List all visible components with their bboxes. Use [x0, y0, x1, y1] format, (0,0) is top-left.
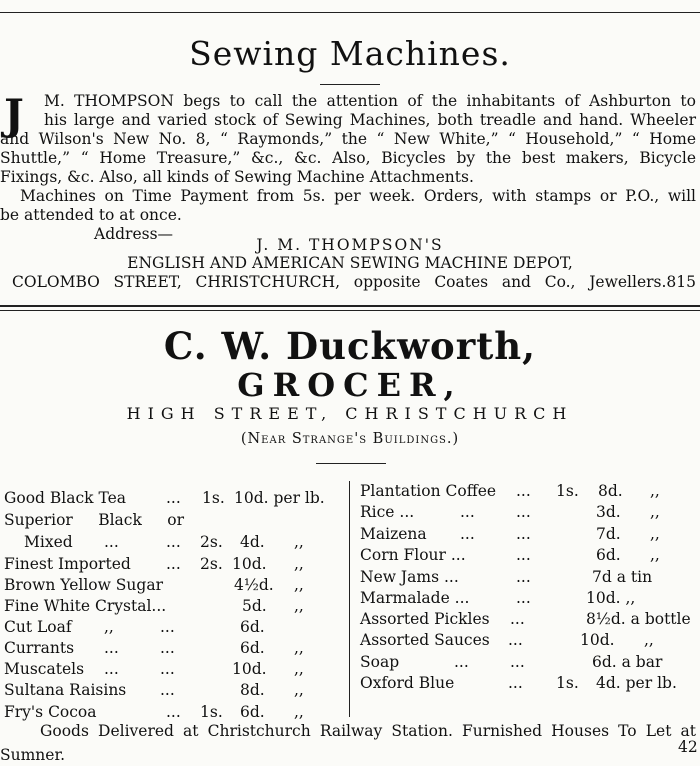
item-dots: ... — [508, 674, 523, 692]
item-dots: ... — [166, 533, 181, 551]
item-dots: ... — [516, 482, 531, 500]
ditto-mark: ,, — [650, 546, 660, 564]
item-dots: ... — [454, 653, 469, 671]
grocer-address: HIGH STREET, CHRISTCHURCH — [126, 404, 574, 423]
ad-separator-thin — [0, 310, 700, 311]
item-name: Sultana Raisins — [4, 681, 127, 699]
item-name: Assorted Sauces — [360, 631, 490, 649]
item-dots: ... — [460, 503, 475, 521]
item-price: 4½d. — [234, 576, 274, 594]
item-name: Currants — [4, 639, 75, 657]
item-price: 8½d. a bottle — [586, 610, 691, 628]
item-shillings: 1s. — [200, 703, 223, 721]
item-name: Rice ... — [360, 503, 415, 521]
item-dots: ... — [508, 631, 523, 649]
item-price: 6d. — [240, 703, 265, 721]
item-dots: ... — [104, 660, 119, 678]
item-price: 10d. — [232, 555, 267, 573]
item-dots: ... — [104, 533, 119, 551]
ad1-depot: ENGLISH AND AMERICAN SEWING MACHINE DEPOT, — [127, 254, 573, 272]
item-dots: ... — [510, 653, 525, 671]
ditto-mark: ,, — [650, 525, 660, 543]
item-name: Soap — [360, 653, 400, 671]
column-divider — [349, 481, 350, 717]
item-shillings: 1s. — [202, 489, 225, 507]
ad1-street: COLOMBO STREET, CHRISTCHURCH, opposite Coates and Co., Jewellers.815 — [12, 273, 696, 291]
ad1-drop-cap: J — [4, 90, 24, 139]
item-price: 6d. — [596, 546, 621, 564]
item-name: New Jams ... — [360, 568, 459, 586]
item-name: Brown Yellow Sugar — [4, 576, 163, 594]
ditto-mark: ,, — [294, 639, 304, 657]
item-dots: ... — [460, 525, 475, 543]
ad1-line-2: his large and varied stock of Sewing Machines, both treadle and hand. Wheeler — [44, 111, 696, 129]
item-name: Corn Flour ... — [360, 546, 466, 564]
item-shillings: 1s. — [556, 482, 579, 500]
item-dots: ... — [516, 568, 531, 586]
ditto-mark: ,, — [104, 618, 114, 636]
item-dots: ... — [516, 546, 531, 564]
item-dots: ... — [166, 555, 181, 573]
item-price: 10d. ,, — [586, 589, 636, 607]
top-rule — [0, 12, 700, 13]
ad1-title: Sewing Machines. — [189, 34, 511, 73]
ad1-proprietor: J. M. THOMPSON'S — [256, 236, 444, 254]
ditto-mark: ,, — [650, 482, 660, 500]
item-name: Muscatels — [4, 660, 85, 678]
ad1-line-4: Shuttle,” “ Home Treasure,” &c., &c. Also, Bicycles by the best makers, Bicycle — [0, 149, 696, 167]
ad1-line-1: M. THOMPSON begs to call the attention of the inhabitants of Ashburton to — [44, 92, 696, 110]
ditto-mark: ,, — [294, 555, 304, 573]
item-price: 3d. — [596, 503, 621, 521]
item-price: 6d. — [240, 618, 265, 636]
ad1-line-3: and Wilson's New No. 8, “ Raymonds,” the “ New White,” “ Household,” “ Home — [0, 130, 696, 148]
item-price: 8d. — [598, 482, 623, 500]
ditto-mark: ,, — [294, 660, 304, 678]
item-price: 10d. per lb. — [234, 489, 325, 507]
item-name: Cut Loaf — [4, 618, 72, 636]
item-shillings: 2s. — [200, 555, 223, 573]
item-dots: ... — [104, 639, 119, 657]
item-shillings: 1s. — [556, 674, 579, 692]
ditto-mark: ,, — [294, 576, 304, 594]
item-dots: ... — [516, 525, 531, 543]
ditto-mark: ,, — [294, 681, 304, 699]
item-price: 8d. — [240, 681, 265, 699]
item-dots: ... — [160, 639, 175, 657]
grocer-name: C. W. Duckworth, — [163, 324, 537, 368]
grocer-near: (Near Strange's Buildings.) — [240, 431, 460, 447]
item-name: Fry's Cocoa — [4, 703, 97, 721]
item-price: 5d. — [242, 597, 267, 615]
item-price: 10d. — [580, 631, 615, 649]
item-dots: ... — [160, 681, 175, 699]
item-price: 4d. — [240, 533, 265, 551]
ad1-address-label: Address— — [94, 225, 174, 243]
item-dots: ... — [160, 618, 175, 636]
item-name: Superior Black or — [4, 511, 184, 529]
item-price: 6d. a bar — [592, 653, 663, 671]
item-dots: ... — [166, 703, 181, 721]
item-name: Oxford Blue — [360, 674, 455, 692]
item-name: Mixed — [24, 533, 73, 551]
item-price: 6d. — [240, 639, 265, 657]
item-name: Plantation Coffee — [360, 482, 497, 500]
item-dots: ... — [510, 610, 525, 628]
item-name: Marmalade ... — [360, 589, 470, 607]
item-dots: ... — [516, 503, 531, 521]
item-name: Good Black Tea — [4, 489, 127, 507]
ditto-mark: ,, — [294, 597, 304, 615]
ad1-title-rule — [320, 84, 380, 85]
item-price: 7d. — [596, 525, 621, 543]
ditto-mark: ,, — [644, 631, 654, 649]
item-shillings: 2s. — [200, 533, 223, 551]
footer-line-1: Goods Delivered at Christchurch Railway Station. Furnished Houses To Let at — [40, 722, 696, 740]
item-price: 7d a tin — [592, 568, 653, 586]
footer-line-2: Sumner. — [0, 746, 66, 764]
item-name: Assorted Pickles — [360, 610, 490, 628]
item-price: 4d. per lb. — [596, 674, 677, 692]
ad1-line-7: be attended to at once. — [0, 206, 182, 224]
ditto-mark: ,, — [650, 503, 660, 521]
item-name: Maizena — [360, 525, 427, 543]
ad1-line-5: Fixings, &c. Also, all kinds of Sewing Machine Attachments. — [0, 168, 474, 186]
ad-separator-thick — [0, 305, 700, 307]
footer-number: 42 — [678, 738, 698, 756]
grocer-trade: GROCER, — [237, 366, 463, 404]
ad1-line-6: Machines on Time Payment from 5s. per week. Orders, with stamps or P.O., will — [20, 187, 696, 205]
ditto-mark: ,, — [294, 533, 304, 551]
item-price: 10d. — [232, 660, 267, 678]
item-dots: ... — [160, 660, 175, 678]
item-name: Finest Imported — [4, 555, 131, 573]
item-dots: ... — [166, 489, 181, 507]
item-name: Fine White Crystal... — [4, 597, 167, 615]
item-dots: ... — [516, 589, 531, 607]
ad2-title-rule — [316, 463, 386, 464]
ditto-mark: ,, — [294, 703, 304, 721]
